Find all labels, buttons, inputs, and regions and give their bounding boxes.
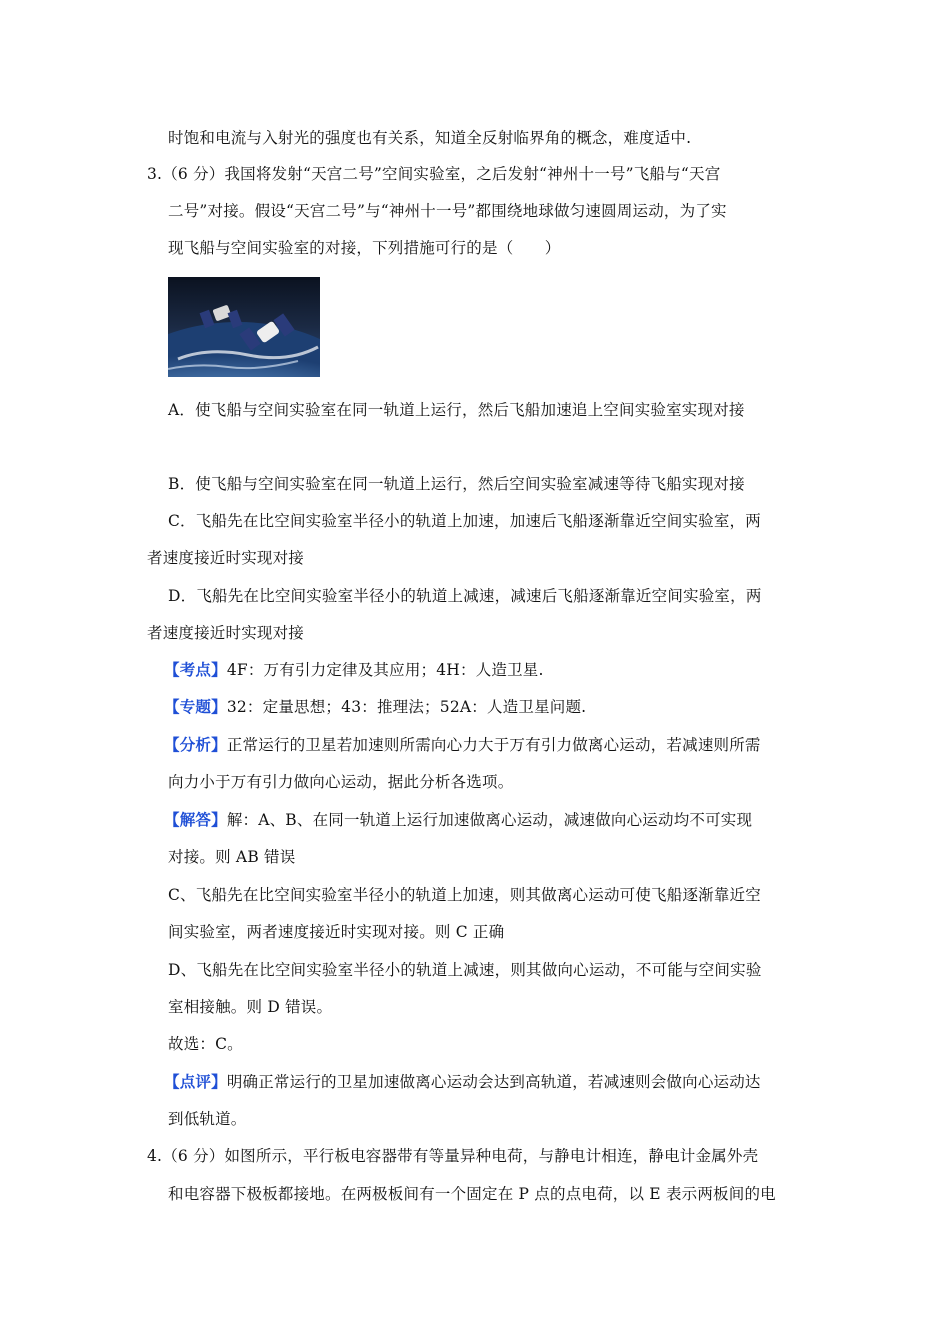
option-d-line-2: 者速度接近时实现对接 (147, 624, 305, 642)
jieda-line-7: 故选：C。 (168, 1035, 243, 1053)
kaodian-tag: 【考点】 (164, 660, 227, 679)
jieda-text: 解：A、B、在同一轨道上运行加速做离心运动，减速做向心运动均不可实现 (226, 811, 753, 829)
dianping-line (164, 1072, 761, 1092)
fenxi-line-2: 向力小于万有引力做向心运动，据此分析各选项。 (168, 773, 514, 791)
question-3-line-2: 二号”对接。假设“天宫二号”与“神州十一号”都围绕地球做匀速圆周运动，为了实 (168, 202, 727, 220)
zhuanti-text: 32：定量思想；43：推理法；52A：人造卫星问题. (226, 698, 587, 716)
option-a: A．使飞船与空间实验室在同一轨道上运行，然后飞船加速追上空间实验室实现对接 (168, 401, 745, 419)
fenxi-tag: 【分析】 (164, 735, 227, 754)
dianping-line-2: 到低轨道。 (168, 1110, 247, 1128)
jieda-tag: 【解答】 (164, 810, 227, 829)
fenxi-line (164, 735, 761, 755)
kaodian-line (164, 660, 544, 680)
spacecraft-photo-svg (168, 277, 320, 377)
option-c-line-2: 者速度接近时实现对接 (147, 549, 305, 567)
jieda-line-3: C、飞船先在比空间实验室半径小的轨道上加速，则其做离心运动可使飞船逐渐靠近空 (168, 886, 761, 904)
jieda-line-5: D、飞船先在比空间实验室半径小的轨道上减速，则其做向心运动，不可能与空间实验 (168, 961, 762, 979)
jieda-line-2: 对接。则 AB 错误 (168, 848, 296, 866)
jieda-line (164, 810, 752, 830)
kaodian-text: 4F：万有引力定律及其应用；4H：人造卫星. (226, 661, 544, 679)
jieda-line-6: 室相接触。则 D 错误。 (168, 998, 333, 1016)
option-b: B．使飞船与空间实验室在同一轨道上运行，然后空间实验室减速等待飞船实现对接 (168, 475, 745, 493)
zhuanti-tag: 【专题】 (164, 697, 227, 716)
fenxi-text: 正常运行的卫星若加速则所需向心力大于万有引力做离心运动，若减速则所需 (226, 736, 761, 754)
dianping-tag: 【点评】 (164, 1072, 227, 1091)
option-c-line-1: C．飞船先在比空间实验室半径小的轨道上加速，加速后飞船逐渐靠近空间实验室，两 (168, 512, 761, 530)
prev-answer-tail: 时饱和电流与入射光的强度也有关系，知道全反射临界角的概念，难度适中. (168, 129, 692, 147)
zhuanti-line (164, 697, 586, 717)
question-4-line-1: 4.（6 分）如图所示，平行板电容器带有等量异种电荷，与静电计相连，静电计金属外壳 (147, 1147, 759, 1165)
spacecraft-docking-photo (168, 277, 320, 377)
question-4-line-2: 和电容器下极板都接地。在两极板间有一个固定在 P 点的点电荷，以 E 表示两板间的电 (168, 1185, 776, 1203)
question-3-line-3: 现飞船与空间实验室的对接，下列措施可行的是（ ） (168, 239, 561, 257)
jieda-line-4: 间实验室，两者速度接近时实现对接。则 C 正确 (168, 923, 505, 941)
option-d-line-1: D．飞船先在比空间实验室半径小的轨道上减速，减速后飞船逐渐靠近空间实验室，两 (168, 587, 762, 605)
dianping-text: 明确正常运行的卫星加速做离心运动会达到高轨道，若减速则会做向心运动达 (226, 1073, 761, 1091)
question-3-line-1: 3.（6 分）我国将发射“天宫二号”空间实验室，之后发射“神州十一号”飞船与“天宫 (147, 165, 721, 183)
